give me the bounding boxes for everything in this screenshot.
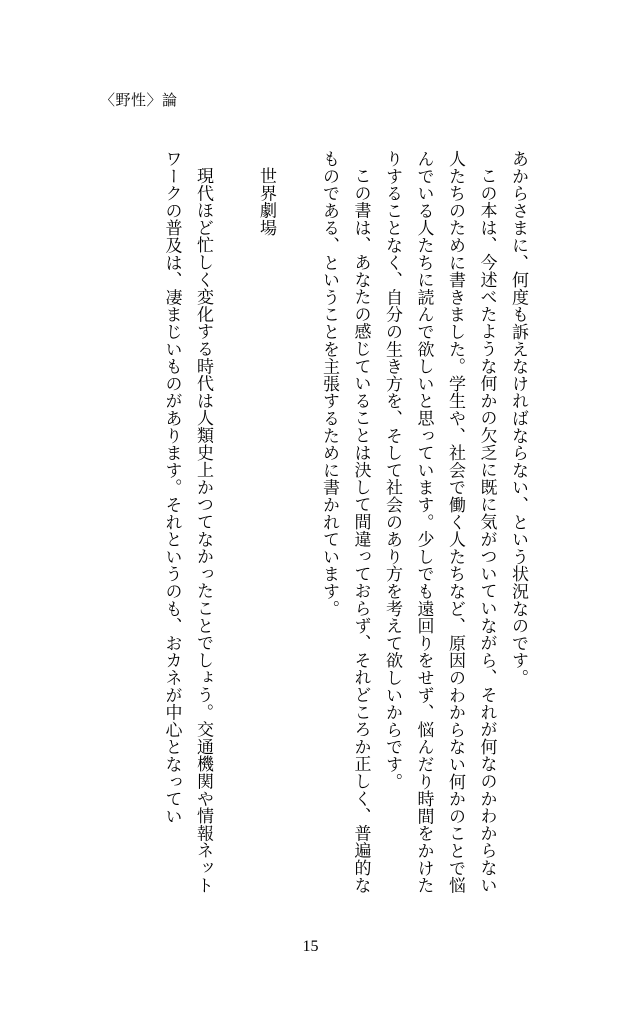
section-title: 世界劇場 — [256, 167, 276, 237]
running-head: 〈野性〉論 — [100, 91, 178, 109]
blank-line — [281, 150, 313, 910]
blank-line — [218, 150, 250, 910]
paragraph-4: 現代ほど忙しく変化する時代は人類史上かつてなかったことでしょう。交通機関や情報ネットワークの普及は、凄まじいものがあります。それというのも、おカネが中心となってい — [161, 150, 213, 894]
paragraph-3: この書は、あなたの感じていることは決して間違っておらず、それどころか正しく、普遍的なものである、ということを主張するために書かれています。 — [319, 150, 371, 894]
paragraph-2: この本は、今述べたような何かの欠乏に既に気がついていながら、それが何なのかわからない人たちのために書きました。学生や、社会で働く人たちなど、原因のわからない何かのことで悩んでいる人たちに読んで欲しいと思っています。少しでも遠回りをせず、悩んだり時間をかけたりすることなく、自分の生き方を、そして社会のあり方を考えて欲しいからです。 — [382, 150, 497, 894]
paragraph-1: あからさまに、何度も訴えなければならない、という状況なのです。 — [508, 150, 528, 687]
body-text — [155, 150, 533, 910]
page-number: 15 — [302, 938, 319, 955]
